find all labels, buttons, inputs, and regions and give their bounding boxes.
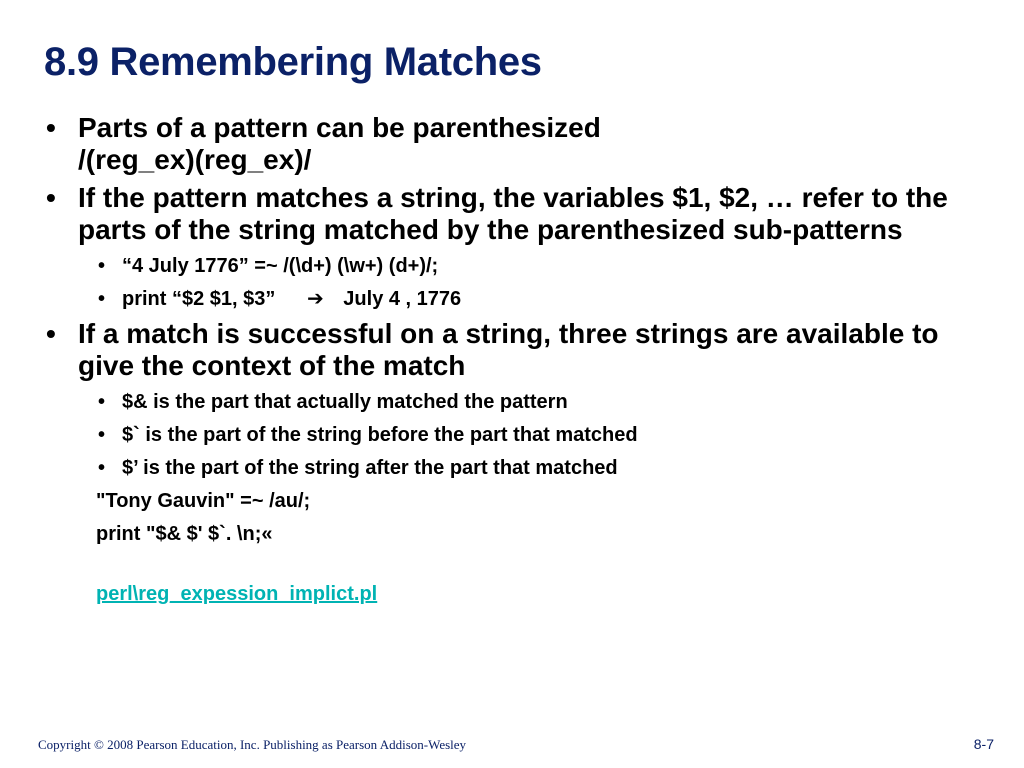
sub-bullet-text: “4 July 1776” =~ /(\d+) (\w+) (d+)/;: [122, 255, 439, 277]
bullet-variables: [46, 182, 996, 246]
bullet-icon: •: [46, 318, 56, 349]
sub-bullet-match-example: [98, 252, 996, 280]
bullet-icon: •: [98, 457, 106, 479]
slide-title: 8.9 Remembering Matches: [44, 40, 542, 84]
code-line-print: print "$& $' $`. \n;«: [96, 523, 273, 545]
bullet-icon: •: [46, 182, 56, 213]
bullet-icon: •: [98, 255, 106, 277]
bullet-context-strings: [46, 318, 996, 382]
sub-bullet-print-example: [98, 285, 996, 313]
footer-page-number: 8-7: [973, 736, 994, 752]
bullet-icon: •: [98, 288, 106, 310]
sub-bullet-backtick: [98, 421, 996, 449]
sub-bullet-ampersand: [98, 388, 996, 416]
sub-bullet-text: $& is the part that actually matched the pattern: [122, 391, 568, 413]
bullet-text-line2: /(reg_ex)(reg_ex)/: [78, 144, 312, 175]
sub-bullet-quote: [98, 454, 996, 482]
bullet-icon: •: [46, 112, 56, 143]
footer-copyright: Copyright © 2008 Pearson Education, Inc. Publishing as Pearson Addison-Wesley: [38, 737, 467, 752]
bullet-parenthesized: [46, 112, 996, 176]
bullet-text-line1: Parts of a pattern can be parenthesized: [78, 112, 601, 143]
sub-bullet-text: print “$2 $1, $3”: [122, 288, 276, 310]
bullet-icon: •: [98, 391, 106, 413]
sub-bullet-text: $` is the part of the string before the part that matched: [122, 424, 638, 446]
right-arrow-icon: ➔: [306, 288, 324, 310]
sub-bullet-text: $’ is the part of the string after the part that matched: [122, 457, 618, 479]
bullet-text: If a match is successful on a string, three strings are available to give the context of the match: [78, 318, 939, 381]
sub-bullet-result: July 4 , 1776: [343, 288, 462, 310]
script-link-container: [96, 580, 996, 608]
script-link[interactable]: perl\reg_expession_implict.pl: [96, 583, 378, 605]
bullet-text: If the pattern matches a string, the variables $1, $2, … refer to the parts of the string matched by the parenthesized sub-patterns: [78, 182, 948, 245]
bullet-icon: •: [98, 424, 106, 446]
code-line-match: "Tony Gauvin" =~ /au/;: [96, 490, 311, 512]
slide-body: [46, 112, 996, 608]
